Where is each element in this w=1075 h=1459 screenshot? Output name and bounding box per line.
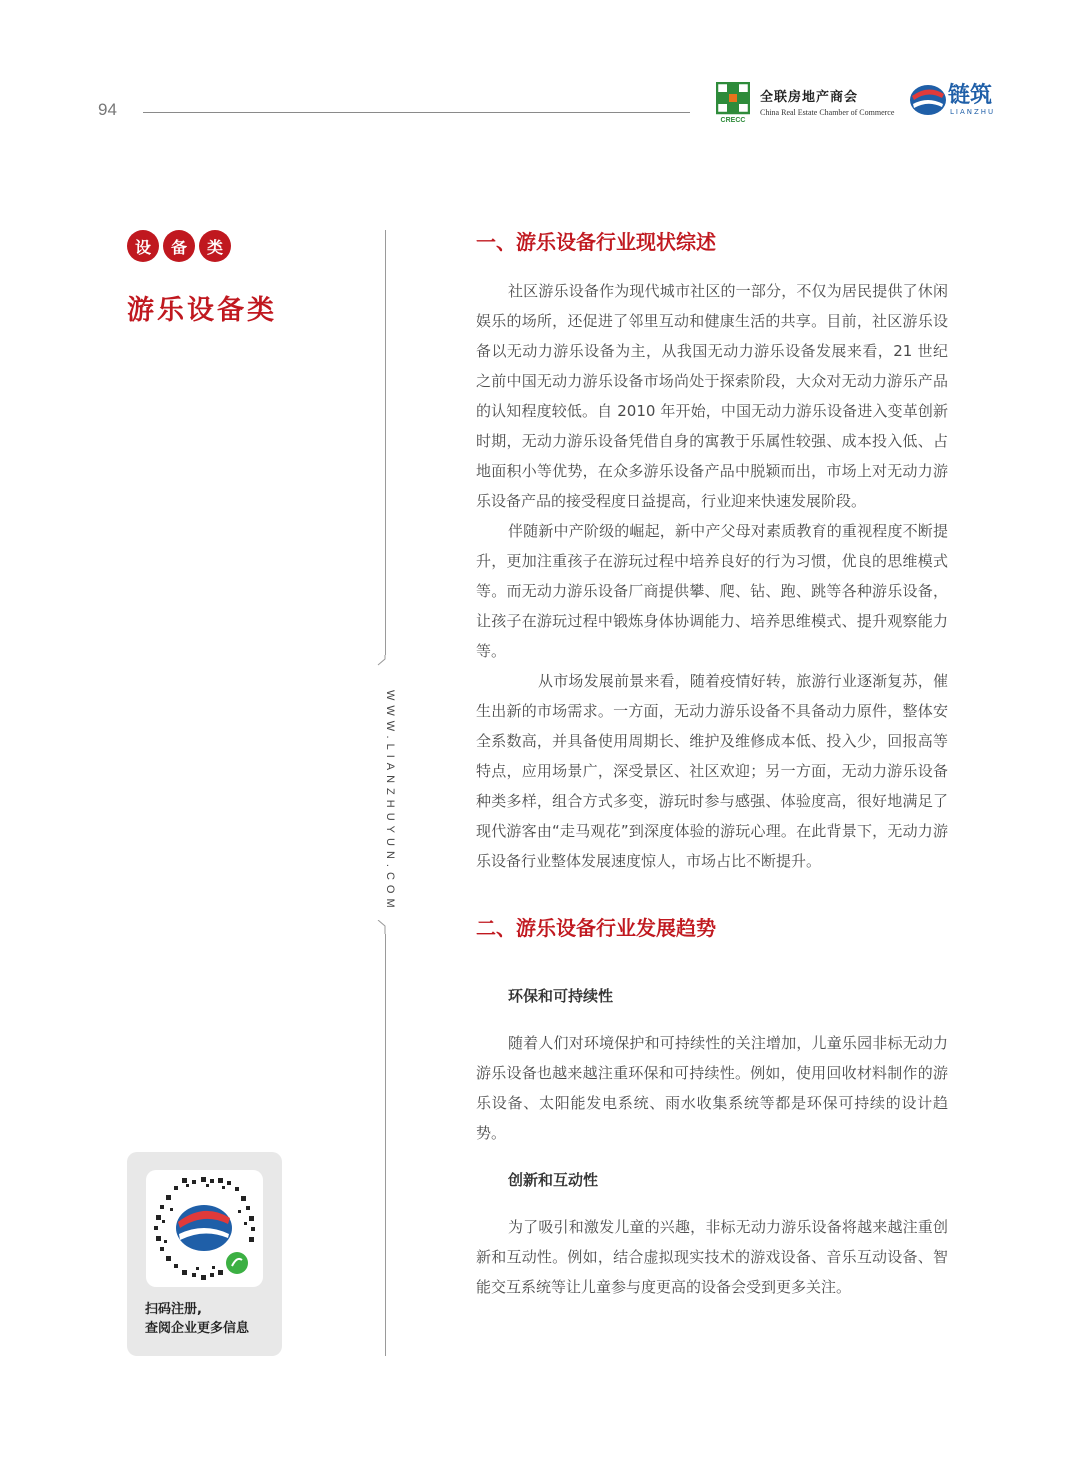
qr-caption-line: 扫码注册, xyxy=(145,1302,202,1317)
crecc-name-cn: 全联房地产商会 xyxy=(760,90,859,105)
paragraph: 为了吸引和激发儿童的兴趣，非标无动力游乐设备将越来越注重创新和互动性。例如，结合虚拟现实技术的游戏设备、音乐互动设备、智能交互系统等让儿童参与度更高的设备会受到更多关注。 xyxy=(476,1218,948,1296)
lianzhu-logo-icon xyxy=(908,82,948,118)
paragraph: 社区游乐设备作为现代城市社区的一部分，不仅为居民提供了休闲娱乐的场所，还促进了邻里互动和健康生活的共享。目前，社区游乐设备以无动力游乐设备为主，从我国无动力游乐设备发展来看，21 世纪之前中国无动力游乐设备市场尚处于探索阶段，大众对无动力游乐产品的认知程度较低。自 2010 年开始，中国无动力游乐设备进入变革创新时期，无动力游乐设备凭借自身的寓教于乐属性较强、成本投入低、占地面积小等优势，在众多游乐设备产品中脱颖而出，市场上对无动力游乐设备产品的接受程度日益提高，行业迎来快速发展阶段。 xyxy=(476,282,948,510)
category-title: 游乐设备类 xyxy=(127,295,277,326)
qr-card xyxy=(127,1152,282,1356)
lianzhu-name-en: LIANZHU xyxy=(950,108,996,116)
page-number: 94 xyxy=(98,100,117,119)
crecc-name xyxy=(760,86,894,117)
category-badges xyxy=(127,230,231,262)
chevron-icon xyxy=(377,655,386,669)
divider-line-bottom xyxy=(385,934,386,1356)
crecc-abbr: CRECC xyxy=(720,117,746,124)
crecc-name-en: China Real Estate Chamber of Commerce xyxy=(760,108,895,117)
lianzhu-name xyxy=(948,84,995,116)
main-content xyxy=(476,226,948,1302)
paragraph: 从市场发展前景来看，随着疫情好转，旅游行业逐渐复苏，催生出新的市场需求。一方面，无动力游乐设备不具备动力原件，整体安全系数高，并具备使用周期长、维护及维修成本低、投入少，回报高等特点，应用场景广，深受景区、社区欢迎；另一方面，无动力游乐设备种类多样，组合方式多变，游玩时参与感强、体验度高，很好地满足了现代游客由“走马观花”到深度体验的游玩心理。在此背景下，无动力游乐设备行业整体发展速度惊人，市场占比不断提升。 xyxy=(476,672,948,870)
lianzhu-name-cn: 链筑 xyxy=(948,83,993,108)
section-heading: 二、游乐设备行业发展趋势 xyxy=(476,916,716,940)
category-badge: 类 xyxy=(199,230,231,262)
qr-code-icon xyxy=(146,1170,263,1287)
qr-caption-line: 查阅企业更多信息 xyxy=(145,1321,250,1336)
category-badge: 备 xyxy=(163,230,195,262)
sub-heading: 创新和互动性 xyxy=(508,1171,599,1189)
header-rule xyxy=(143,112,690,113)
category-badge: 设 xyxy=(127,230,159,262)
chevron-icon xyxy=(377,920,386,934)
sub-heading: 环保和可持续性 xyxy=(508,987,614,1005)
paragraph: 随着人们对环境保护和可持续性的关注增加，儿童乐园非标无动力游乐设备也越来越注重环保和可持续性。例如，使用回收材料制作的游乐设备、太阳能发电系统、雨水收集系统等都是环保可持续的设计趋势。 xyxy=(476,1034,948,1142)
divider-line-top xyxy=(385,230,386,655)
crecc-logo-icon xyxy=(716,82,750,124)
paragraph: 伴随新中产阶级的崛起，新中产父母对素质教育的重视程度不断提升，更加注重孩子在游玩过程中培养良好的行为习惯，优良的思维模式等。而无动力游乐设备厂商提供攀、爬、钻、跑、跳等各种游乐设备，让孩子在游玩过程中锻炼身体协调能力、培养思维模式、提升观察能力等。 xyxy=(476,522,948,660)
vertical-url: WWW.LIANZHUYUN.COM xyxy=(384,690,396,913)
section-heading: 一、游乐设备行业现状综述 xyxy=(476,230,716,254)
qr-caption xyxy=(145,1300,249,1338)
qr-code[interactable] xyxy=(146,1170,263,1287)
